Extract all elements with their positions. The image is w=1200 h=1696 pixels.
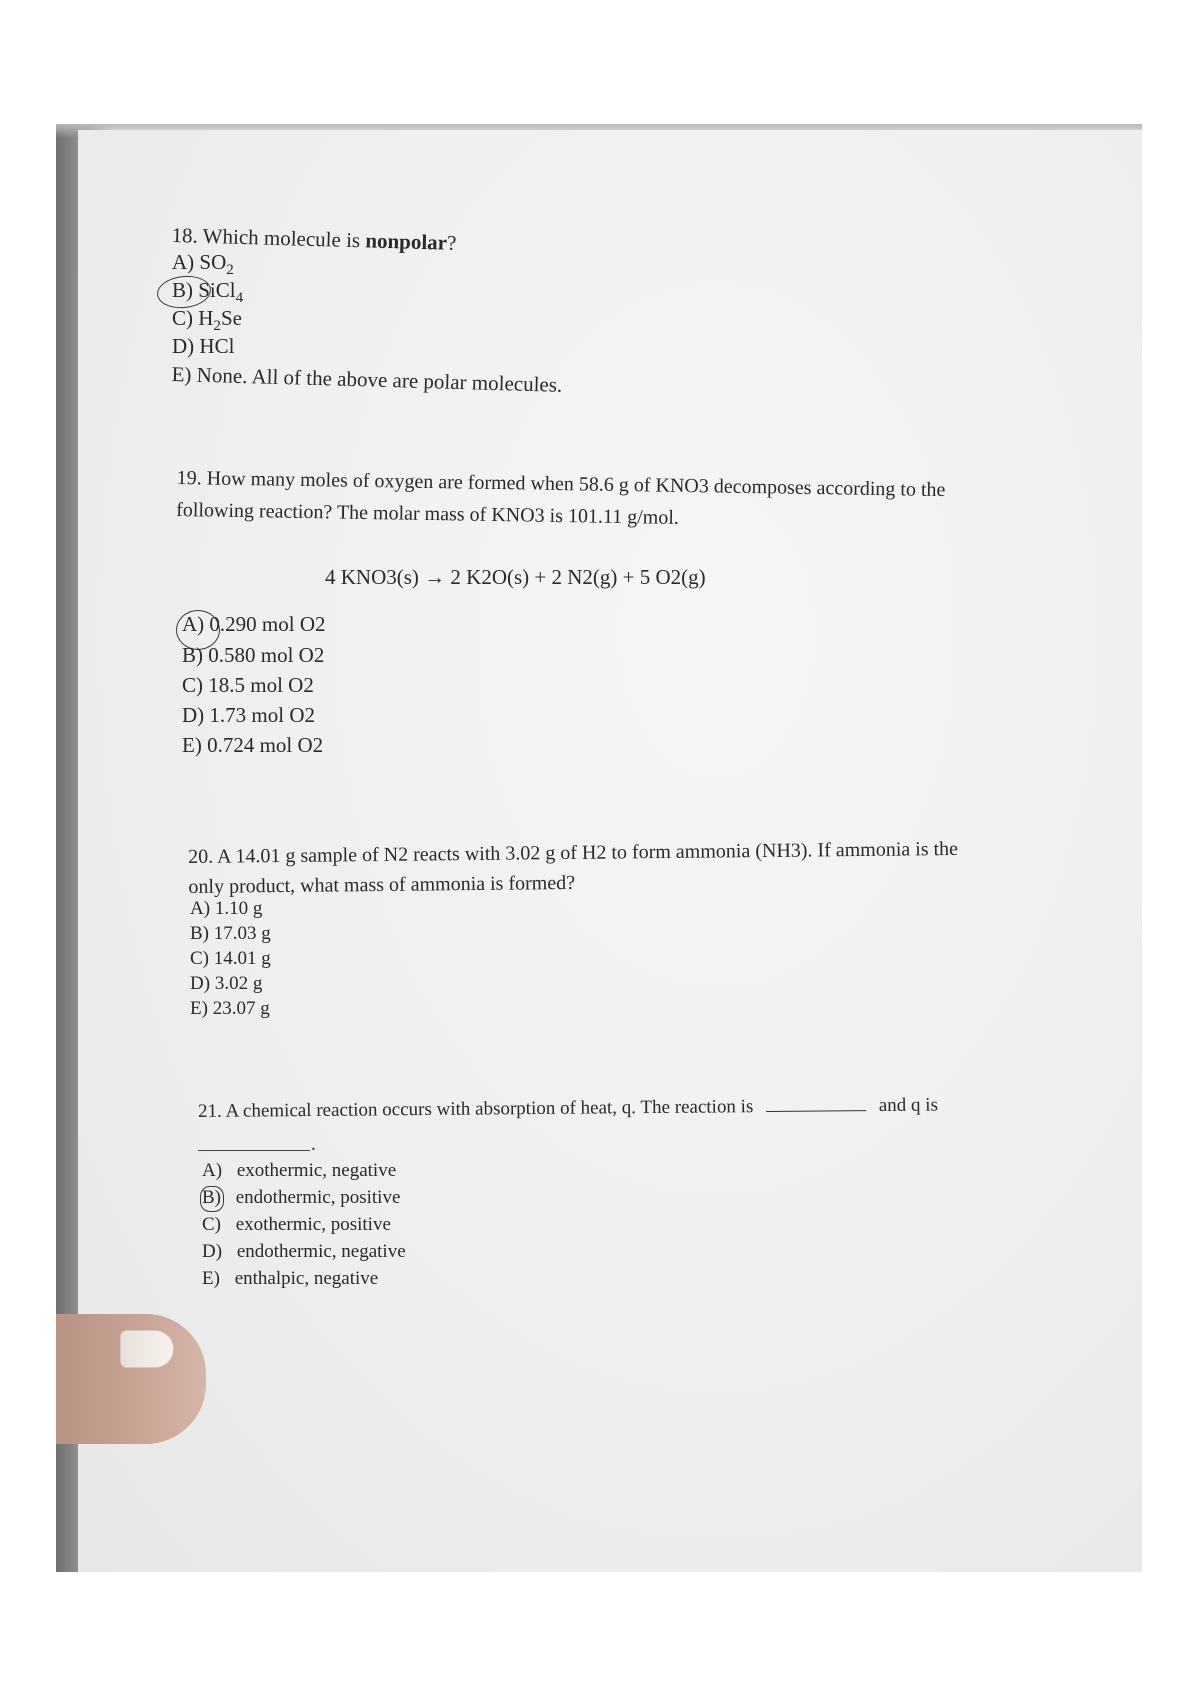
choice-text: 1.73 mol O2 <box>209 703 316 727</box>
choice-letter: B) <box>172 278 193 302</box>
choice-text: endothermic, negative <box>236 1241 406 1262</box>
choice-letter: A) <box>182 612 205 636</box>
choice-subscript: 4 <box>235 290 244 307</box>
choice-text: enthalpic, negative <box>234 1268 379 1289</box>
choice-letter: B) <box>202 1187 221 1208</box>
choice-text: H <box>198 306 214 330</box>
q20-choice-b <box>190 923 271 945</box>
choice-letter: D) <box>182 703 205 727</box>
q18-choice-a <box>172 250 234 279</box>
stem-line-2: only product, what mass of ammonia is formed? <box>188 871 576 898</box>
q19-reaction-equation: 4 KNO3(s) → 2 K2O(s) + 2 N2(g) + 5 O2(g) <box>325 565 706 589</box>
choice-text: endothermic, positive <box>235 1187 401 1208</box>
choice-letter: A) <box>172 250 195 274</box>
stem-line-2: following reaction? The molar mass of KNO3 is 101.11 g/mol. <box>176 498 680 529</box>
choice-letter: C) <box>182 673 203 697</box>
choice-text: exothermic, negative <box>236 1160 397 1181</box>
q21-choice-a <box>202 1160 396 1182</box>
q21-choice-e <box>202 1268 378 1290</box>
q21-choice-b <box>202 1187 400 1209</box>
choice-letter: A) <box>190 898 211 919</box>
q18-choice-d <box>172 334 234 359</box>
question-number: 21. <box>198 1100 222 1122</box>
choice-letter: E) <box>182 733 202 757</box>
question-emphasis: nonpolar <box>365 228 448 255</box>
question-text: How many moles of oxygen are formed when 58.6 g of KNO3 decomposes according to the <box>206 467 946 502</box>
q21-choice-c <box>202 1214 391 1236</box>
question-number: 19. <box>176 466 202 490</box>
question-21-stem <box>198 1094 938 1125</box>
question-text: A 14.01 g sample of N2 reacts with 3.02 g of H2 to form ammonia (NH3). If ammonia is the <box>216 837 959 868</box>
question-text: Which molecule is <box>202 223 361 253</box>
choice-letter: D) <box>190 973 211 994</box>
q20-choice-e <box>190 998 270 1020</box>
choice-text: 0.580 mol O2 <box>208 643 325 667</box>
q19-choice-e <box>182 733 323 758</box>
choice-letter: E) <box>202 1268 220 1289</box>
choice-letter: A) <box>202 1160 223 1181</box>
choice-letter: C) <box>202 1214 221 1235</box>
choice-text: exothermic, positive <box>235 1214 391 1235</box>
q21-blank-period: . <box>311 1134 316 1155</box>
q19-choice-b <box>182 643 324 668</box>
choice-text: 23.07 g <box>212 998 270 1019</box>
choice-subscript: 2 <box>213 318 221 335</box>
choice-text: 1.10 g <box>214 898 263 919</box>
choice-text: HCl <box>199 334 235 358</box>
q20-choice-c <box>190 948 271 970</box>
choice-letter: D) <box>202 1241 223 1262</box>
choice-text: 0.290 mol O2 <box>209 612 326 636</box>
choice-letter: C) <box>172 306 193 330</box>
answer-blank-2 <box>198 1150 310 1151</box>
choice-text: SiCl <box>198 278 236 302</box>
choice-letter: E) <box>171 362 192 387</box>
question-mark: ? <box>446 230 457 255</box>
q19-choice-c <box>182 673 314 698</box>
choice-text: 3.02 g <box>214 973 263 994</box>
q20-choice-d <box>190 973 262 995</box>
choice-letter: E) <box>190 998 208 1019</box>
choice-letter: B) <box>182 643 203 667</box>
choice-text: 18.5 mol O2 <box>208 673 314 697</box>
choice-text: SO <box>199 250 227 274</box>
q18-choice-c <box>172 306 242 335</box>
question-number: 18. <box>171 222 199 248</box>
choice-letter: C) <box>190 948 209 969</box>
q21-answer-mark <box>200 1186 224 1212</box>
choice-text: None. All of the above are polar molecules. <box>196 362 563 397</box>
choice-letter: B) <box>190 923 209 944</box>
q20-choice-a <box>190 898 262 920</box>
choice-subscript: 2 <box>226 262 234 279</box>
question-text: A chemical reaction occurs with absorption of heat, q. The reaction is <box>225 1096 754 1122</box>
choice-text-tail: Se <box>220 306 242 330</box>
choice-text: 0.724 mol O2 <box>207 733 324 757</box>
q19-choice-d <box>182 703 315 728</box>
q18-choice-e <box>171 362 562 398</box>
question-19-stem <box>176 462 946 538</box>
choice-text: 17.03 g <box>213 923 271 944</box>
question-number: 20. <box>188 845 214 868</box>
answer-blank-1 <box>766 1109 866 1112</box>
question-20-stem <box>188 834 958 902</box>
question-text-mid: and q is <box>878 1094 939 1117</box>
q21-choice-d <box>202 1241 406 1263</box>
choice-text: 14.01 g <box>213 948 271 969</box>
choice-letter: D) <box>172 334 195 358</box>
